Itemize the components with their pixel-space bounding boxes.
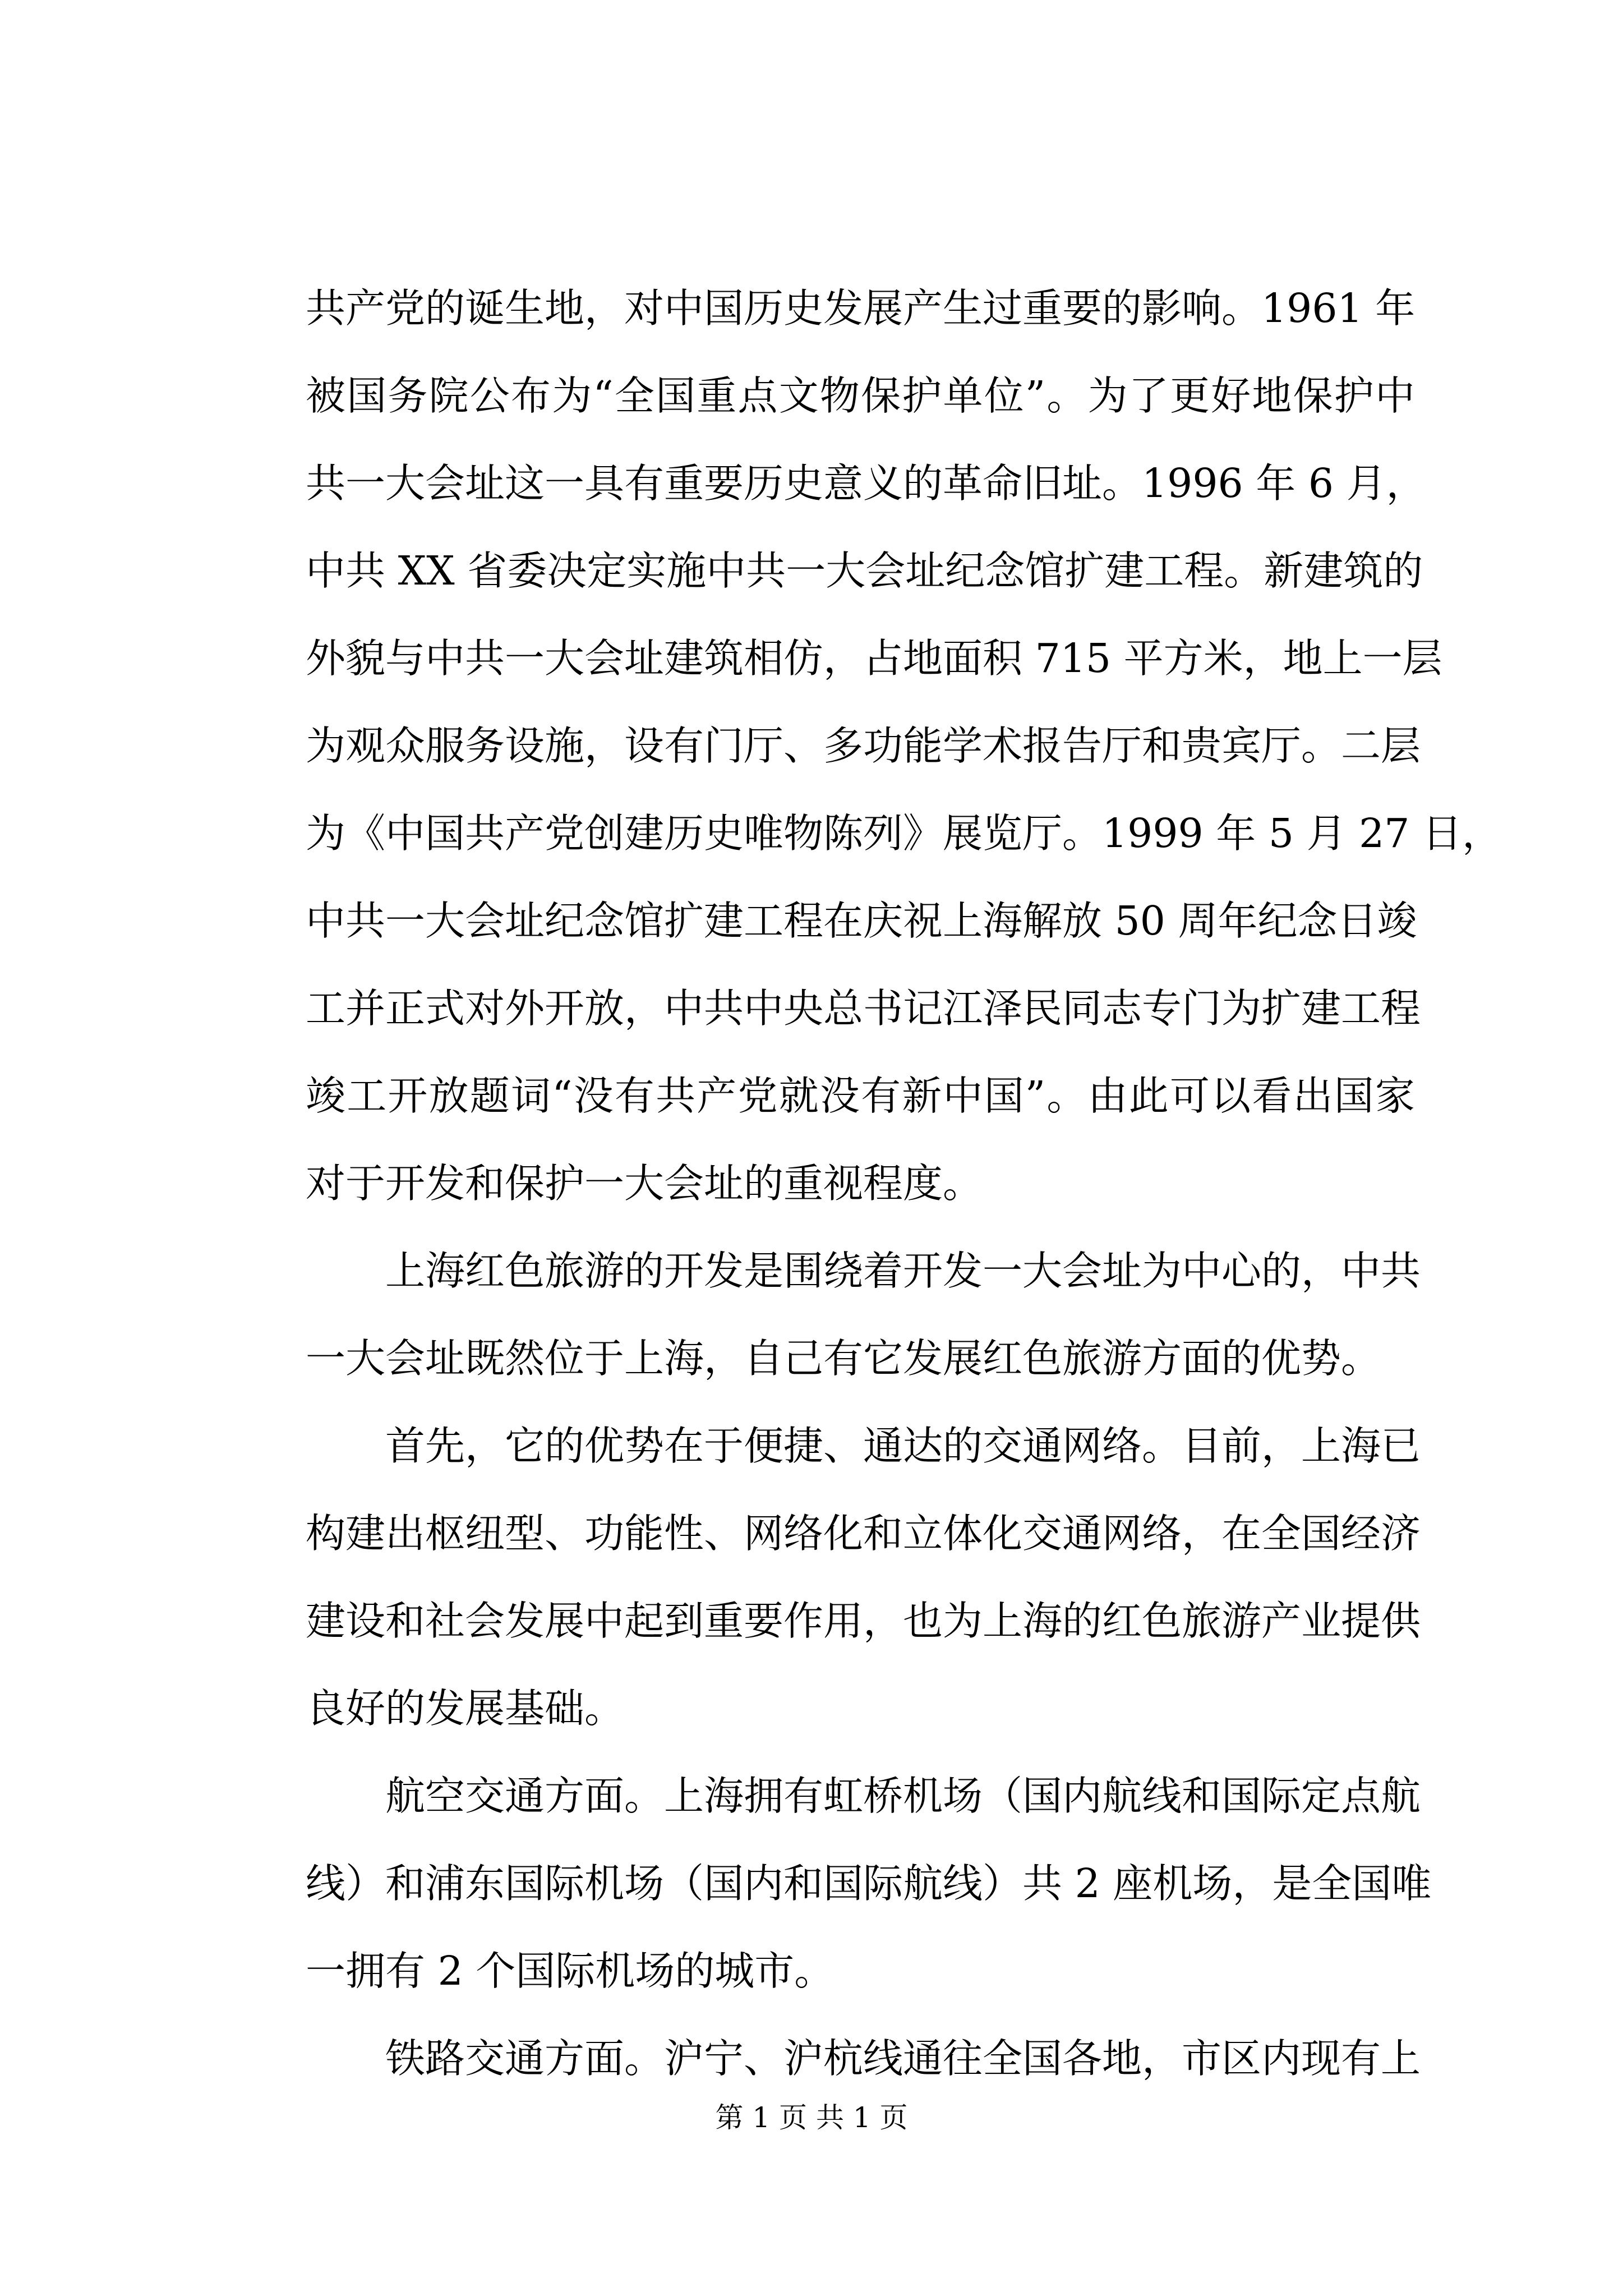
text-line: 竣工开放题词“没有共产党就没有新中国”。由此可以看出国家 [306, 1073, 1415, 1119]
text-line: 中共 XX 省委决定实施中共一大会址纪念馆扩建工程。新建筑的 [306, 547, 1423, 594]
text-line: 一拥有 2 个国际机场的城市。 [306, 1948, 834, 1994]
text-line: 为《中国共产党创建历史唯物陈列》展览厅。1999 年 5 月 27 日， [306, 810, 1502, 857]
text-line: 对于开发和保护一大会址的重视程度。 [306, 1160, 983, 1207]
text-line: 良好的发展基础。 [306, 1685, 625, 1732]
text-line: 共产党的诞生地，对中国历史发展产生过重要的影响。1961 年 [306, 285, 1415, 332]
page-footer: 第 1 页 共 1 页 [715, 2101, 908, 2134]
text-line: 上海红色旅游的开发是围绕着开发一大会址为中心的，中共 [385, 1248, 1421, 1294]
text-line: 外貌与中共一大会址建筑相仿，占地面积 715 平方米，地上一层 [306, 635, 1442, 682]
text-line: 铁路交通方面。沪宁、沪杭线通往全国各地，市区内现有上 [385, 2035, 1421, 2082]
text-line: 工并正式对外开放，中共中央总书记江泽民同志专门为扩建工程 [306, 985, 1421, 1032]
text-line: 首先，它的优势在于便捷、通达的交通网络。目前，上海已 [385, 1423, 1421, 1469]
text-line: 共一大会址这一具有重要历史意义的革命旧址。1996 年 6 月， [306, 460, 1426, 507]
text-line: 一大会址既然位于上海，自己有它发展红色旅游方面的优势。 [306, 1335, 1381, 1382]
body-text [306, 265, 1502, 2102]
text-line: 航空交通方面。上海拥有虹桥机场（国内航线和国际定点航 [385, 1773, 1421, 1819]
text-line: 建设和社会发展中起到重要作用，也为上海的红色旅游产业提供 [306, 1598, 1421, 1644]
text-line: 被国务院公布为“全国重点文物保护单位”。为了更好地保护中 [306, 372, 1415, 419]
text-line: 中共一大会址纪念馆扩建工程在庆祝上海解放 50 周年纪念日竣 [306, 898, 1417, 944]
text-line: 构建出枢纽型、功能性、网络化和立体化交通网络，在全国经济 [306, 1510, 1421, 1557]
text-line: 为观众服务设施，设有门厅、多功能学术报告厅和贵宾厅。二层 [306, 723, 1421, 769]
text-line: 线）和浦东国际机场（国内和国际航线）共 2 座机场，是全国唯 [306, 1860, 1432, 1907]
